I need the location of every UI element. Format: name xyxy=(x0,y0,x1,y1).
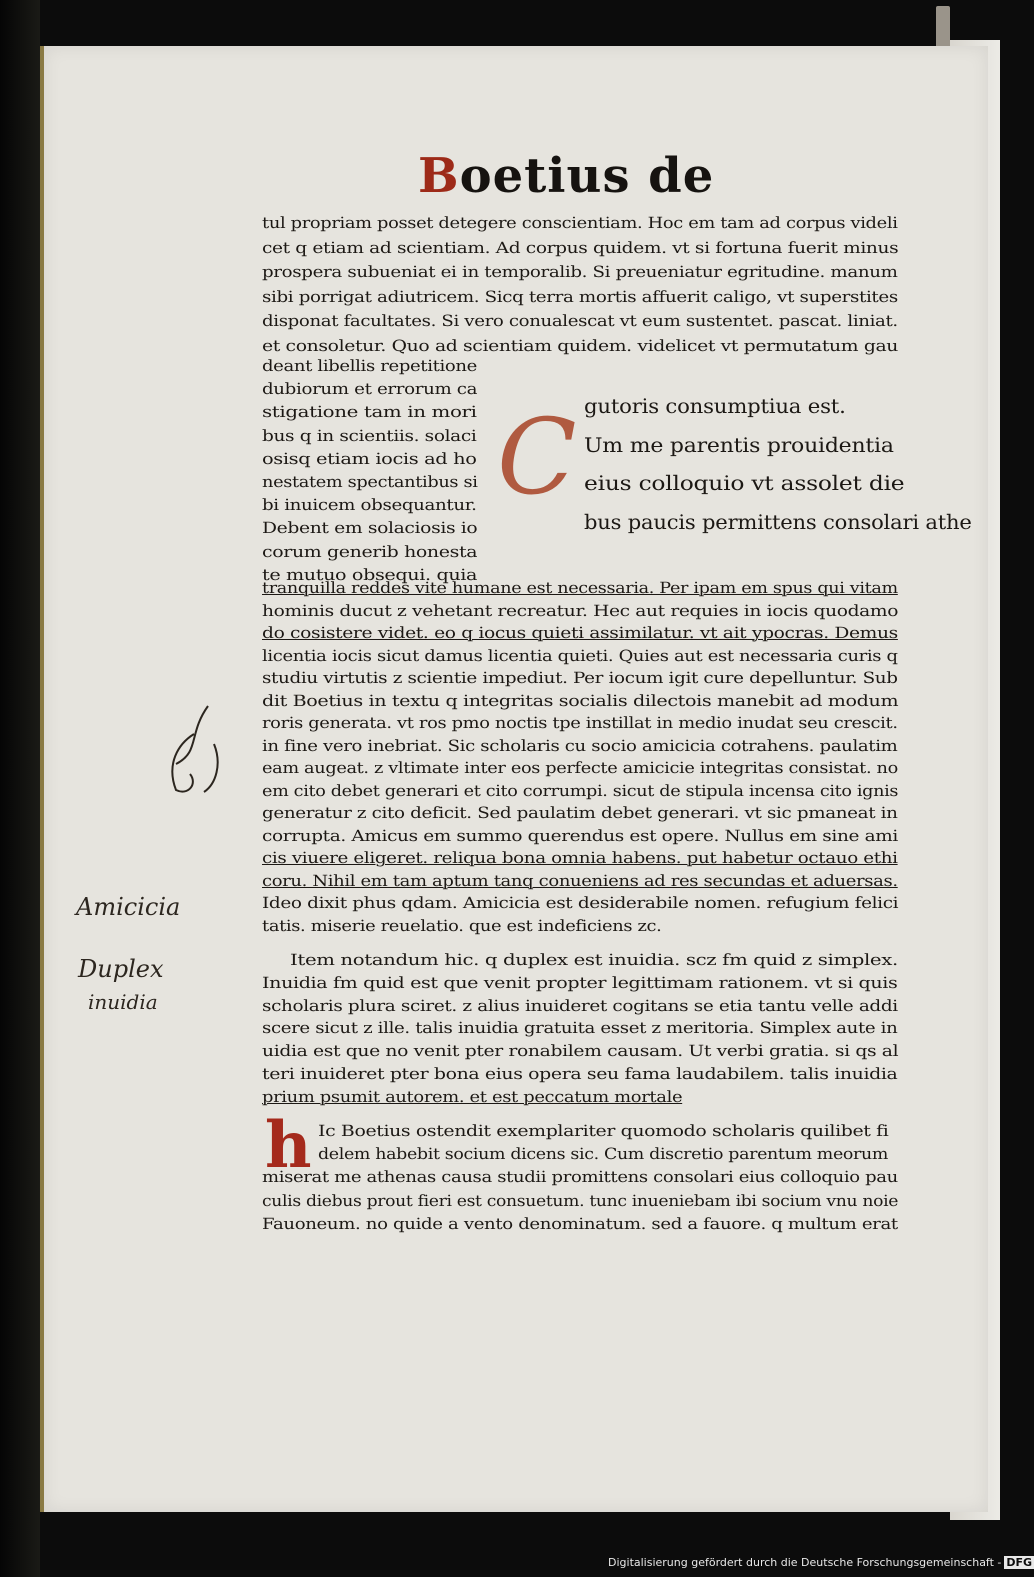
drop-cap-c: C xyxy=(497,396,577,518)
commentary-main-line: corrupta. Amicus em summo querendus est opere. Nullus em sine ami xyxy=(262,826,898,845)
commentary-bottom-line: delem habebit socium dicens sic. Cum discretio parentum meorum xyxy=(318,1145,889,1164)
commentary-bottom-line: Fauoneum. no quide a vento denominatum. sed a fauore. q multum erat xyxy=(262,1214,898,1233)
commentary-main-line: em cito debet generari et cito corrumpi. sicut de stipula incensa cito ignis xyxy=(262,781,899,800)
drop-cap-h-letter: h xyxy=(265,1108,312,1183)
commentary-left-line: bi inuicem obsequantur. xyxy=(262,496,477,515)
funding-footer xyxy=(608,1556,1034,1569)
marginal-note-amicicia: Amicicia xyxy=(76,893,181,921)
text-block-line: Um me parentis prouidentia xyxy=(584,432,894,457)
commentary-item-line: Inuidia fm quid est que venit propter legittimam rationem. vt si quis xyxy=(262,973,898,992)
commentary-item-line: teri inuideret pter bona eius opera seu fama laudabilem. talis inuidia xyxy=(262,1065,898,1083)
commentary-main-line: dit Boetius in textu q integritas socialis dilectois manebit ad modum xyxy=(262,691,899,710)
text-block-line: gutoris consumptiua est. xyxy=(584,394,846,418)
text-block-line: eius colloquio vt assolet die xyxy=(584,471,905,495)
running-title xyxy=(418,148,714,204)
commentary-main-line: cis viuere eligeret. reliqua bona omnia habens. put habetur octauo ethi xyxy=(262,849,898,867)
commentary-item-line: Item notandum hic. q duplex est inuidia. scz fm quid z simplex. xyxy=(290,951,898,969)
commentary-left-line: bus q in scientiis. solaci xyxy=(262,426,477,445)
commentary-bottom-line: miserat me athenas causa studii promittens consolari eius colloquio pau xyxy=(262,1168,898,1187)
commentary-main-line: roris generata. vt ros pmo noctis tpe instillat in medio inudat seu crescit. xyxy=(262,714,898,732)
running-title-initial: B xyxy=(418,148,460,204)
dfg-logo: DFG xyxy=(1006,1556,1033,1569)
text-block-line: bus paucis permittens consolari athe xyxy=(584,509,972,534)
commentary-top-line: sibi porrigat adiutricem. Sicq terra mortis affuerit caligo, vt superstites xyxy=(262,287,898,306)
commentary-left-line: dubiorum et errorum ca xyxy=(262,380,478,399)
commentary-main-line: generatur z cito deficit. Sed paulatim debet generari. vt sic pmaneat in xyxy=(262,804,898,822)
commentary-top-line: tul propriam posset detegere conscientiam. Hoc em tam ad corpus videli xyxy=(262,214,898,232)
commentary-main-line: licentia iocis sicut damus licentia quieti. Quies aut est necessaria curis q xyxy=(262,646,898,665)
commentary-top-line: prospera subueniat ei in temporalib. Si preueniatur egritudine. manum xyxy=(262,263,898,281)
commentary-main-line: coru. Nihil em tam aptum tanq conueniens ad res secundas et aduersas. xyxy=(262,871,898,890)
commentary-bottom-line: culis diebus prout fieri est consuetum. tunc inueniebam ibi socium vnu noie xyxy=(262,1191,899,1210)
commentary-top-line: et consoletur. Quo ad scientiam quidem. videlicet vt permutatum gau xyxy=(262,336,899,355)
commentary-left-line: te mutuo obsequi. quia xyxy=(262,565,478,584)
commentary-main-line: hominis ducut z vehetant recreatur. Hec aut requies in iocis quodamo xyxy=(262,601,899,620)
running-title-rest: oetius de xyxy=(459,148,715,204)
margin-bracket-mark xyxy=(158,704,238,794)
commentary-left-line: Debent em solaciosis io xyxy=(262,519,478,538)
background-left xyxy=(0,0,40,1577)
commentary-item-line: uidia est que no venit pter ronabilem causam. Ut verbi gratia. si qs al xyxy=(262,1042,899,1061)
commentary-item-line: scholaris plura sciret. z alius inuideret cogitans se etia tantu velle addi xyxy=(262,996,898,1015)
commentary-main-line: Ideo dixit phus qdam. Amicicia est desiderabile nomen. refugium felici xyxy=(262,894,899,912)
commentary-bottom-line: Ic Boetius ostendit exemplariter quomodo scholaris quilibet fi xyxy=(318,1122,889,1140)
commentary-item-line: scere sicut z ille. talis inuidia gratuita esset z meritoria. Simplex aute in xyxy=(262,1019,898,1038)
marginal-note-inuidia: inuidia xyxy=(88,990,158,1014)
binding-tab xyxy=(936,6,950,50)
commentary-left-line: osisq etiam iocis ad ho xyxy=(262,449,477,468)
commentary-main-line: tranquilla reddes vite humane est necessaria. Per ipam em spus qui vitam xyxy=(262,579,898,597)
commentary-main-line: in fine vero inebriat. Sic scholaris cu socio amicicia cotrahens. paulatim xyxy=(262,736,898,755)
commentary-main-line: eam augeat. z vltimate inter eos perfecte amicicie integritas consistat. no xyxy=(262,759,898,777)
commentary-main-line: do cosistere videt. eo q iocus quieti assimilatur. vt ait ypocras. Demus xyxy=(262,624,898,642)
commentary-main-line: studiu virtutis z scientie impediut. Per iocum igit cure depelluntur. Sub xyxy=(262,669,898,687)
commentary-left-line: stigatione tam in mori xyxy=(262,403,477,422)
commentary-main-line: tatis. miserie reuelatio. que est indeficiens zc. xyxy=(262,916,662,935)
commentary-left-line: corum generib honesta xyxy=(262,542,478,561)
commentary-top-line: disponat facultates. Si vero conualescat vt eum sustentet. pascat. liniat. xyxy=(262,312,898,330)
footer-text: Digitalisierung gefördert durch die Deutsche Forschungsgemeinschaft - xyxy=(608,1556,1002,1569)
commentary-left-line: deant libellis repetitione xyxy=(262,357,477,375)
commentary-left-line: nestatem spectantibus si xyxy=(262,473,478,491)
marginal-note-duplex: Duplex xyxy=(78,955,164,983)
commentary-item-line: prium psumit autorem. et est peccatum mortale xyxy=(262,1087,683,1106)
commentary-top-line: cet q etiam ad scientiam. Ad corpus quidem. vt si fortuna fuerit minus xyxy=(262,238,899,257)
